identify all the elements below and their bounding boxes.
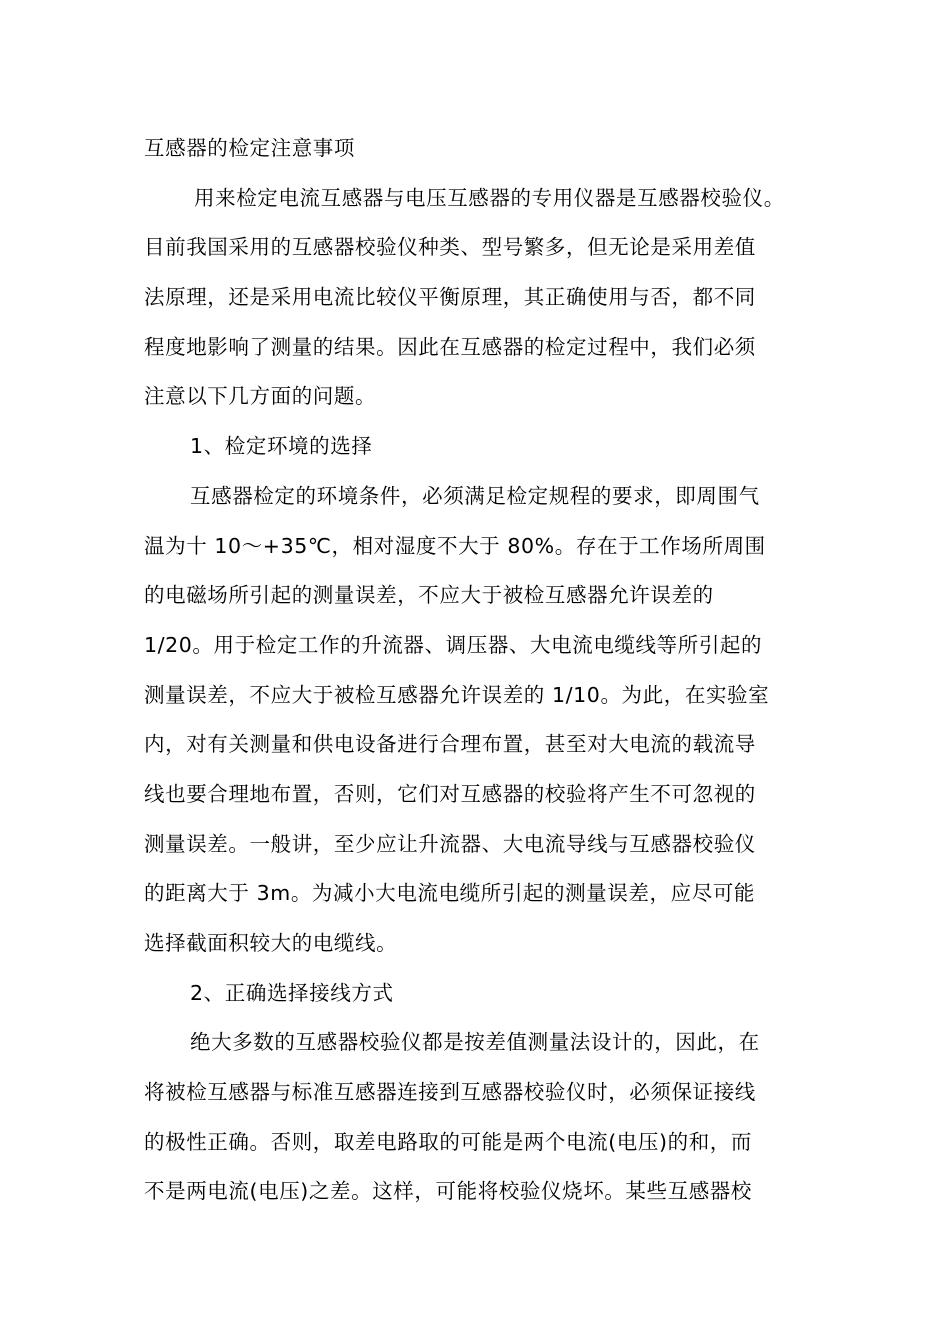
section-heading-2: 2、正确选择接线方式 <box>190 980 394 1005</box>
paragraph-line: 的电磁场所引起的测量误差，不应大于被检互感器允许误差的 <box>144 583 714 608</box>
document-page <box>144 124 824 1217</box>
paragraph-line: 温为十 10～+35℃，相对湿度不大于 80%。存在于工作场所周围 <box>144 533 766 558</box>
document-title: 互感器的检定注意事项 <box>144 136 355 160</box>
section-heading-1: 1、检定环境的选择 <box>190 434 373 459</box>
paragraph-line: 线也要合理地布置，否则，它们对互感器的校验将产生不可忽视的 <box>144 781 756 806</box>
paragraph-line: 法原理，还是采用电流比较仪平衡原理，其正确使用与否，都不同 <box>144 285 756 310</box>
paragraph-line: 互感器检定的环境条件，必须满足检定规程的要求，即周围气 <box>190 483 760 508</box>
paragraph-line: 内，对有关测量和供电设备进行合理布置，甚至对大电流的载流导 <box>144 732 756 757</box>
paragraph-line: 测量误差。一般讲，至少应让升流器、大电流导线与互感器校验仪 <box>144 831 756 856</box>
paragraph-line: 不是两电流(电压)之差。这样，可能将校验仪烧坏。某些互感器校 <box>144 1179 752 1204</box>
paragraph-line: 的距离大于 3m。为减小大电流电缆所引起的测量误差，应尽可能 <box>144 881 756 906</box>
paragraph-line: 的极性正确。否则，取差电路取的可能是两个电流(电压)的和，而 <box>144 1129 752 1154</box>
paragraph-line: 选择截面积较大的电缆线。 <box>144 931 398 955</box>
paragraph-line: 用来检定电流互感器与电压互感器的专用仪器是互感器校验仪。 <box>194 185 785 210</box>
paragraph-line: 测量误差，不应大于被检互感器允许误差的 1/10。为此，在实验室 <box>144 682 770 707</box>
paragraph-line: 绝大多数的互感器校验仪都是按差值测量法设计的，因此，在 <box>190 1030 760 1055</box>
paragraph-line: 注意以下几方面的问题。 <box>144 384 377 409</box>
paragraph-line: 将被检互感器与标准互感器连接到互感器校验仪时，必须保证接线 <box>144 1080 756 1105</box>
paragraph-line: 1/20。用于检定工作的升流器、调压器、大电流电缆线等所引起的 <box>144 632 763 657</box>
paragraph-line: 程度地影响了测量的结果。因此在互感器的检定过程中，我们必须 <box>144 334 756 359</box>
paragraph-line: 目前我国采用的互感器校验仪种类、型号繁多，但无论是采用差值 <box>144 235 756 260</box>
